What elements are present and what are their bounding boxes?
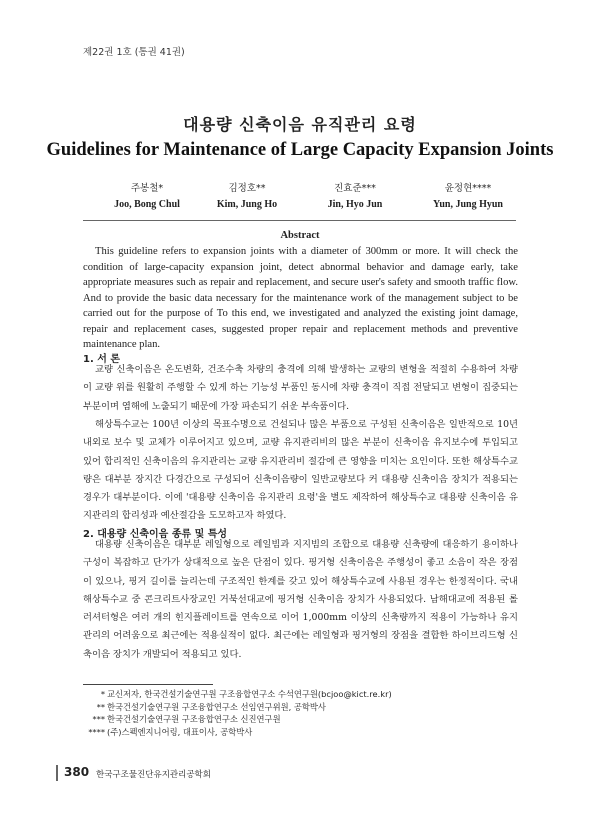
authors-divider (83, 220, 516, 221)
page-number: 380 (64, 765, 90, 779)
footnote: * 교신저자, 한국건설기술연구원 구조융합연구소 수석연구원(bcjoo@kict.re.kr) (100, 689, 392, 699)
journal-issue-header: 제22권 1호 (통권 41권) (83, 47, 185, 58)
author-name-english: Joo, Bong Chul (114, 199, 180, 210)
footnote: *** 한국건설기술연구원 구조융합연구소 신진연구원 (92, 714, 281, 724)
author (408, 180, 528, 210)
author-name-korean: 김정호** (228, 183, 266, 194)
footnote: **** (주)스펙엔지니어링, 대표이사, 공학박사 (88, 726, 253, 737)
author-name-korean: 진효준*** (334, 183, 376, 194)
footer-bar (56, 765, 58, 781)
author-name-korean: 주봉철* (130, 183, 164, 194)
author (295, 180, 415, 210)
author (187, 180, 307, 210)
abstract-body: This guideline refers to expansion joints with a diameter of 300mm or more. It will check the condition of large-capacity expansion joint, detect abnormal behavior and damage early, take appropriate measures such as repair and replacement, and secure user's safety and smooth traffic flow. And to provide the basic data necessary for the maintenance work of the management subject to be carried out for the purpose of To this end, we investigated and analyzed the existing joint damage, repair and replacement cases, suggested proper repair and replacement methods and preventive maintenance plan. (83, 246, 518, 350)
abstract-heading: Abstract (280, 230, 320, 241)
section-heading-introduction: 1. 서 론 (83, 354, 121, 365)
footnote: ** 한국건설기술연구원 구조융합연구소 선임연구위원, 공학박사 (96, 701, 326, 712)
author-name-korean: 윤정현**** (444, 183, 492, 194)
author-name-english: Jin, Hyo Jun (327, 199, 383, 210)
author-name-english: Kim, Jung Ho (216, 199, 278, 210)
title-english: Guidelines for Maintenance of Large Capacity Expansion Joints (46, 140, 554, 160)
footnotes (83, 688, 392, 738)
journal-name: 한국구조물진단유지관리공학회 (96, 770, 211, 780)
section-paragraph: 대용량 신축이음은 대부분 레일형으로 레일빔과 지지빔의 조합으로 대용량 신축량에 대응하기 용이하나 구성이 복잡하고 단가가 상대적으로 높은 단점이 있다. 핑거형 신축이음은 주행성이 좋고 소음이 작은 장점이 있으나, 핑거 길이를 늘리는데 구조적인 한계를 갖고 있어 해상특수교에 사용된 경우는 한정적이다. 국내 해상특수교 중 콘크리트사장교인 거북선대교에 핑거형 신축이음 장치가 사용되었다. 남해대교에 적용된 롤러셔터형은 여러 개의 힌지플레이트를 연속으로 이어 1,000mm 이상의 신축량까지 적용이 가능하나 유지관리의 어려움으로 최근에는 적용실적이 없다. 최근에는 레일형과 핑거형의 장점을 결합한 하이브리드형 신축이음 장치가 개발되어 적용되고 있다. (83, 539, 518, 660)
author-name-english: Yun, Jung Hyun (433, 199, 503, 210)
section-paragraph: 교량 신축이음은 온도변화, 건조수축 차량의 충격에 의해 발생하는 교량의 변형을 적절히 수용하여 차량이 교량 위를 원활히 주행할 수 있게 하는 기능성 부품인 동시에 차량 충격이 직접 전달되고 변형이 집중되는 부분이며 염해에 노출되기 때문에 가장 파손되기 쉬운 부속품이다. (83, 364, 518, 412)
author-list (0, 180, 600, 220)
title-korean: 대용량 신축이음 유직관리 요령 (183, 115, 417, 134)
section-heading-types: 2. 대용량 신축이음 종류 및 특성 (83, 529, 228, 540)
footnote-divider (83, 684, 213, 685)
section-paragraph: 해상특수교는 100년 이상의 목표수명으로 건설되나 많은 부품으로 구성된 신축이음은 일반적으로 10년 내외로 보수 및 교체가 이루어지고 있으며, 교량 유지관리비의 많은 부분이 신축이음 유지보수에 투입되고 있어 합리적인 신축이음의 유지관리는 교량 유지관리비 절감에 큰 영향을 미치는 요인이다. 또한 해상특수교량은 대부분 장지간 다경간으로 구성되어 신축이음량이 일반교량보다 커 대용량 신축이음 장치가 적용되는 경우가 대부분이다. 이에 '대용량 신축이음 유지관리 요령'을 별도 제작하여 해상특수교 대용량 신축이음 유지관리의 합리성과 예산절감을 도모하고자 하였다. (83, 419, 518, 522)
